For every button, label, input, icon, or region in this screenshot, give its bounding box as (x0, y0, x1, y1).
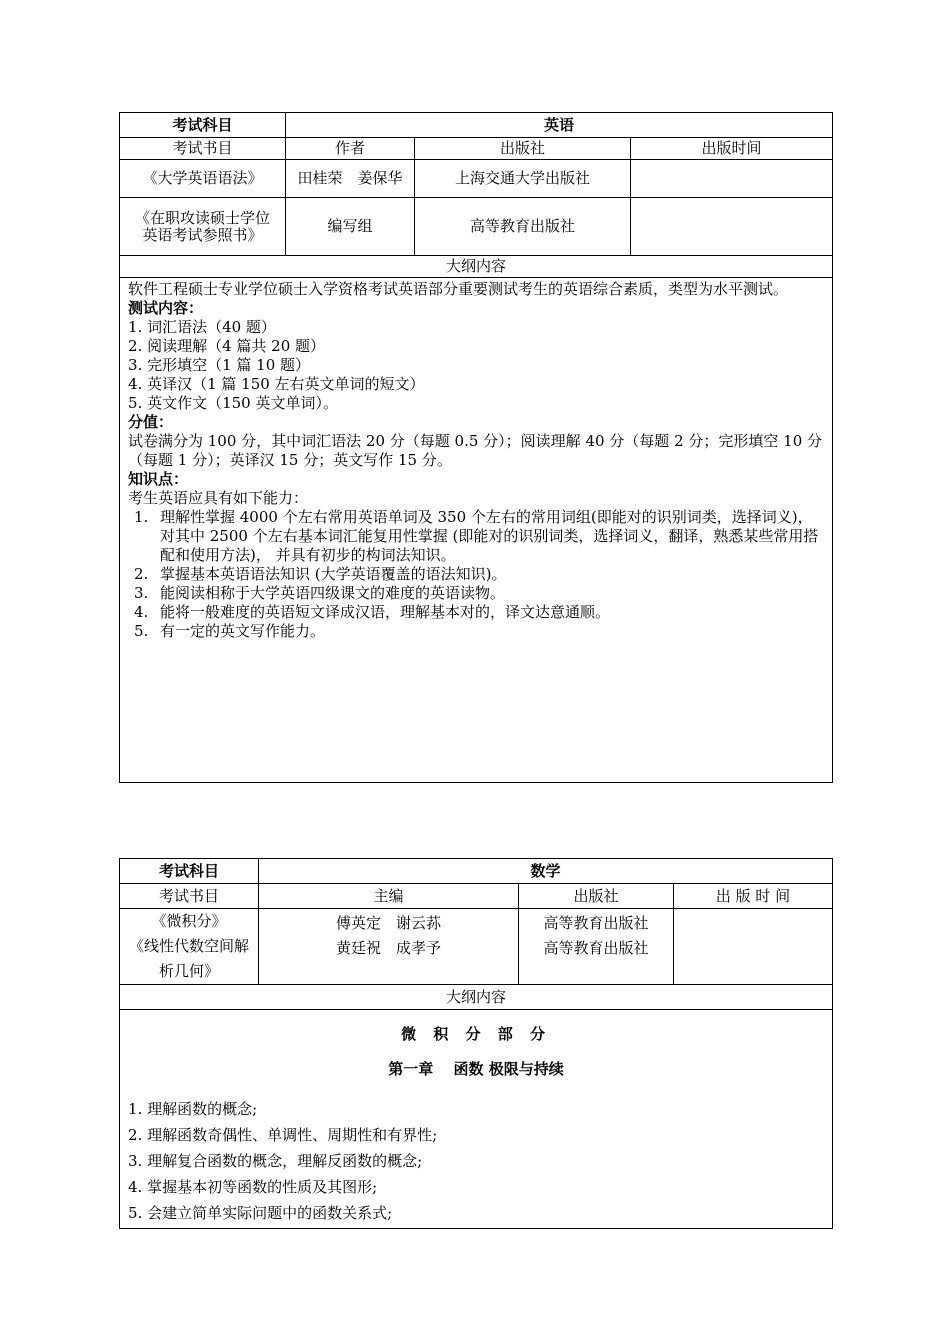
header-publisher: 出版社 (519, 884, 674, 909)
score-paragraph: 试卷满分为 100 分，其中词汇语法 20 分（每题 0.5 分）；阅读理解 40 分（每题 2 分；完形填空 10 分（每题 1 分）；英译汉 15 分；英文写作 15 分。 (128, 432, 823, 469)
list-item: 5. 英文作文（150 英文单词）。 (128, 394, 338, 412)
knowledge-intro: 考生英语应具有如下能力： (128, 489, 309, 507)
book-titles (120, 909, 259, 985)
book-editor: 傅英定 谢云荪 (335, 914, 441, 932)
list-item: 2. 阅读理解（4 篇共 20 题） (128, 337, 326, 355)
book-author: 编写组 (286, 198, 415, 256)
book-title: 《在职攻读硕士学位英语考试参照书》 (120, 198, 286, 256)
book-title: 《微积分》 (151, 912, 227, 930)
english-syllabus-table (119, 112, 833, 783)
subject-value: 英语 (286, 113, 833, 138)
subject-label: 考试科目 (120, 113, 286, 138)
book-author: 田桂荣 姜保华 (286, 160, 415, 198)
book-date (631, 160, 833, 198)
book-publishers (519, 909, 674, 985)
subject-label: 考试科目 (120, 859, 259, 884)
chapter-list (128, 1096, 824, 1226)
math-syllabus-table (119, 858, 833, 1229)
book-date (631, 198, 833, 256)
header-date: 出 版 时 间 (674, 884, 833, 909)
book-title: 《线性代数空间解析几何》 (128, 937, 249, 980)
book-title: 《大学英语语法》 (120, 160, 286, 198)
intro-paragraph: 软件工程硕士专业学位硕士入学资格考试英语部分重要测试考生的英语综合素质，类型为水平测试。 (128, 280, 789, 298)
outline-content (120, 278, 833, 783)
book-date (674, 909, 833, 985)
list-item: 3. 能阅读相称于大学英语四级课文的难度的英语读物。 (134, 584, 506, 602)
header-author: 作者 (286, 138, 415, 160)
outline-label: 大纲内容 (120, 256, 833, 278)
header-date: 出版时间 (631, 138, 833, 160)
part-title: 微 积 分 部 分 (401, 1025, 551, 1043)
list-item: 2. 掌握基本英语语法知识 (大学英语覆盖的语法知识)。 (134, 565, 507, 583)
test-heading: 测试内容： (128, 299, 204, 317)
list-item: 5. 有一定的英文写作能力。 (134, 622, 326, 640)
book-editor: 黄廷祝 成孝予 (335, 939, 441, 957)
list-item: 1. 词汇语法（40 题） (128, 318, 276, 336)
book-editors (259, 909, 519, 985)
header-publisher: 出版社 (415, 138, 631, 160)
list-item: 2. 理解函数奇偶性、单调性、周期性和有界性; (128, 1126, 438, 1144)
header-editor: 主编 (259, 884, 519, 909)
book-publisher: 上海交通大学出版社 (415, 160, 631, 198)
outline-content (120, 1010, 833, 1229)
list-item: 4. 能将一般难度的英语短文译成汉语，理解基本对的，译文达意通顺。 (134, 603, 611, 621)
outline-label: 大纲内容 (120, 985, 833, 1010)
book-publisher: 高等教育出版社 (543, 914, 649, 932)
header-book: 考试书目 (120, 884, 259, 909)
header-book: 考试书目 (120, 138, 286, 160)
book-publisher: 高等教育出版社 (543, 939, 649, 957)
list-item: 1. 理解性掌握 4000 个左右常用英语单词及 350 个左右的常用词组(即能对的识别词类，选择词义)，对其中 2500 个左右基本词汇能复用性掌握 (即能对的识别词类，选择词义，翻译，熟悉某些常用搭配和使用方法)， 并具有初步的构词法知识。 (134, 508, 819, 564)
list-item: 1. 理解函数的概念; (128, 1100, 258, 1118)
subject-value: 数学 (259, 859, 833, 884)
knowledge-heading: 知识点： (128, 470, 189, 488)
list-item: 5. 会建立简单实际问题中的函数关系式; (128, 1204, 393, 1222)
list-item: 3. 理解复合函数的概念，理解反函数的概念; (128, 1152, 423, 1170)
score-heading: 分值： (128, 413, 174, 431)
list-item: 4. 掌握基本初等函数的性质及其图形; (128, 1178, 378, 1196)
book-publisher: 高等教育出版社 (415, 198, 631, 256)
list-item: 3. 完形填空（1 篇 10 题） (128, 356, 311, 374)
test-list (128, 318, 824, 413)
list-item: 4. 英译汉（1 篇 150 左右英文单词的短文） (128, 375, 425, 393)
knowledge-list (128, 508, 824, 641)
chapter-title: 第一章 函数 极限与持续 (388, 1060, 564, 1078)
